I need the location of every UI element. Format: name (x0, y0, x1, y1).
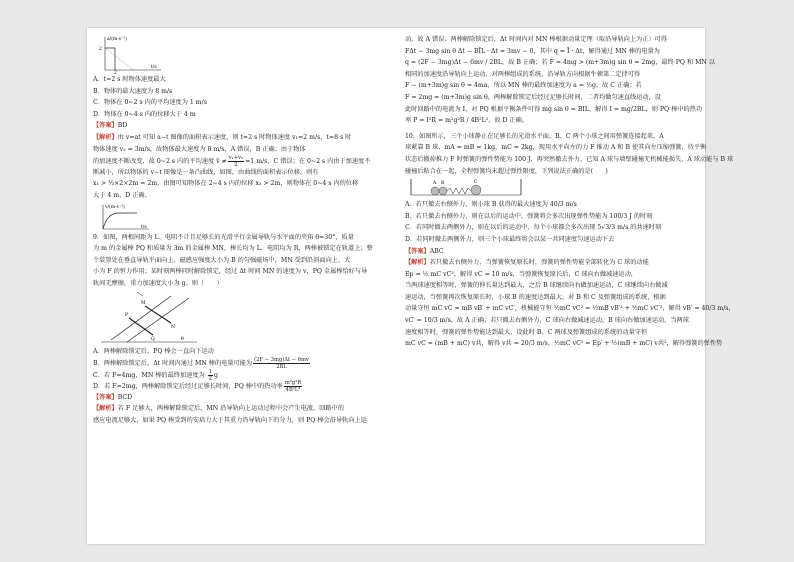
q10-analysis-line-5: 动量守恒 mC vC = mB vB′ + mC vC′，机械能守恒 ½mC vC² = ½mB vB′² + ½mC vC′²，解得 vB′ = 40/3 m/s， (405, 305, 735, 313)
q10-analysis-line-8: mC vC = (mB + mC) v共，解得 v共 = 20/3 m/s，½mC vC² = Ep′ + ½(mB + mC) v共²，解得弹簧的弹性势 (405, 340, 723, 348)
q8-analysis-line-1: 【解析】由 v=at 可知 a−t 图像的面积表示速度，则 t=2 s 时物体速度 v₁=2 m/s，t=8 s 时 (93, 133, 352, 141)
graph1-yaxis-label: a/(m·s⁻²) (107, 37, 127, 42)
q9-analysis-tag: 【解析】 (93, 405, 118, 413)
q9-option-b: B．两棒解除锁定后，Δt 时间内通过 MN 棒的电量可能为 $\frac{(2F - 3mg)\Delta t - 6mv}{2BL}$ (93, 357, 309, 371)
q9-option-d: D．若 F=2mg，两棒解除锁定后经过足够长时间，PQ 棒中的热功率 $\frac{\text{m²g²R}}{\text{4B²L²}}$ (93, 380, 302, 394)
q8-analysis-line-2: 物体速度 v₂ = 3m/s，故物体最大速度为 8 m/s，A 错误，B 正确；由于物体 (93, 145, 306, 153)
q10-analysis-line-1: 【解析】若只撤去右侧外力，当弹簧恢复原长时，弹簧的弹性势能全部转化为 C 球的动能 (405, 259, 649, 267)
q9-stem-line-3: 个装置处在垂直导轨平面向上、磁感应强度大小为 B 的匀强磁场中，MN 受到沿斜面向上、大 (93, 256, 351, 264)
q10-answer: ABC (429, 247, 444, 255)
q10-answer-tag: 【答案】 (405, 247, 430, 255)
q10-analysis-line-3: 当两球速度相等时，弹簧的伸长量达到最大，之后 B 球继续向右做加速运动，C 球继续向右做减 (405, 282, 668, 290)
q8-option-c: C．物体在 0~2 s 内的平均速度为 1 m/s (93, 99, 207, 107)
q9-answer-tag: 【答案】 (93, 393, 118, 401)
fig-label-c: C (474, 180, 478, 186)
q10-analysis-line-7: 速度相等时，弹簧的弹性势能达到最大，设此时 B、C 两球及弹簧组成的系统的动量守恒 (405, 328, 648, 336)
q9-answer-line (93, 392, 385, 404)
right-top-line-5: F − (m+3m)g sin θ = 4ma，所以 MN 棒的最终加速度为 a = ½g，故 C 正确；若 (405, 82, 642, 90)
velocity-time-graph (93, 202, 385, 232)
q8-answer-line (93, 120, 385, 132)
q8-option-b: B．物体的最大速度为 8 m/s (93, 87, 173, 95)
rails-diagram-svg (93, 290, 203, 346)
q8-analysis-line-6: 大于 4 m，D 正确。 (93, 191, 151, 199)
q8-analysis-line-5: x₁ > ½×2×2m = 2m，由图可知物体在 2~4 s 内的位移 x₂ > 2m，则物体在 0~4 s 内的位移 (93, 180, 359, 188)
q10-analysis-tag: 【解析】 (405, 259, 430, 267)
svg-text:P: P (125, 312, 129, 318)
q10-option-c: C．若同时撤去两侧外力，则在以后的运动中，每个小球都会多次出现 5√3/3 m/s 的共速时刻 (405, 224, 662, 232)
right-top-line-6: F = 2mg = (m+3m)g sin θ，两棒解除锁定后经过足够长时间，二者均做匀速直线运动，设 (405, 93, 661, 101)
svg-text:Q: Q (151, 336, 155, 342)
q9-stem-line-5: 轨间无摩擦，重力加速度大小为 g。则（ ） (93, 279, 223, 287)
q10-answer-line (405, 246, 697, 258)
q10-stem-line-2: 球紧靠 B 球，mA = mB = 1kg，mC = 2kg，现用水平向左的力 F 推动 A 和 B 使其向左压缩弹簧，待平衡 (405, 144, 707, 152)
a-t-graph-svg (93, 34, 163, 74)
svg-text:M: M (141, 300, 146, 306)
left-column (93, 34, 385, 427)
q8-analysis-line-3: 的加速度不断改变，故 0~2 s 内的平均速度 v̄ ≠ $\frac{\text{v₁+v₂}}{2}$ =1 m/s，C 错误；在 0~2 s 内由于加速度不 (93, 155, 371, 169)
balls-spring-diagram (405, 177, 697, 199)
q9-stem-line-1: 9．如图，两根间距为 L、电阻不计且足够长的光滑平行金属导轨与水平面的夹角 θ=30°，质量 (93, 233, 354, 241)
right-top-line-3: q = (2F − 3mg)Δt − 6mv / 2BL，故 B 正确；若 F = 4mg > (m+3m)g sin θ = 2mg，最终 PQ 和 MN 以 (405, 59, 715, 67)
graph1-tick-y: 2 (99, 47, 102, 52)
right-top-line-7: 此时回路中的电流为 I，对 PQ 根据平衡条件可得 mg sin θ = BIL，解得 I = mg/2BL，则 PQ 棒中的热功 (405, 105, 703, 113)
q8-analysis-line-4: 断减小，所以物体的 v−t 图像是一条凸曲线，如图，由曲线的面积表示位移，则有 (93, 168, 319, 176)
rails-diagram (93, 290, 385, 346)
q10-stem-line-4: 碰撞后粘合在一起，全程弹簧均未超过弹性限度，下列说法正确的是( ) (405, 167, 608, 175)
graph1-tick-x: 2 (114, 71, 117, 76)
q8-answer: BD (117, 122, 128, 130)
q10-analysis-line-4: 速运动，当弹簧再次恢复原长时，小球 B 的速度达到最大，对 B 和 C 及弹簧组成的系统，根据 (405, 293, 666, 301)
document-page (87, 28, 735, 544)
q9-option-c-fraction: $\frac{1}{2}$ (208, 368, 213, 382)
right-top-line-1: 动，故 A 错误；两棒解除锁定后，Δt 时间内对 MN 棒根据动量定理（取沿导轨向上为正）可得 (405, 36, 667, 43)
acceleration-time-graph (93, 34, 385, 74)
graph2-yaxis-label: v/(m·s⁻¹) (105, 204, 125, 210)
avg-velocity-fraction: $\frac{\text{v₁+v₂}}{2}$ (228, 155, 244, 169)
right-column (405, 34, 735, 350)
q9-answer: BCD (117, 393, 133, 401)
right-top-line-4: 相同的加速度沿导轨向上运动，对两棒组成的系统，沿导轨方向根据牛顿第二定律可得 (405, 70, 641, 78)
q10-option-a: A．若只撤去右侧外力，则小球 B 获得的最大速度为 40/3 m/s (405, 201, 577, 209)
q10-option-d: D．若同时撤去两侧外力，则三个小球最终将会以某一共同速度匀速运动下去 (405, 235, 615, 243)
q9-option-a: A．两棒解除锁定后，PQ 棒会一直向下运动 (93, 347, 214, 355)
q10-option-b: B．若只撤去右侧外力，则在以后的运动中，弹簧将会多次出现弹性势能为 100/3 J 的时刻 (405, 212, 653, 220)
q10-stem-line-1: 10．如图所示，三个小球静止在足够长的光滑水平面，B、C 两个小球之间用弹簧连接起来，A (405, 132, 664, 140)
q10-stem-line-3: 状态后撤掉推力 F 时弹簧的弹性势能为 100 J，再突然撤去外力，已知 A 球与墙壁碰撞无机械能损失，A 球动能与 B 球 (405, 155, 734, 163)
q9-option-c: C．若 F=4mg，MN 棒的最终加速度为 $\frac{1}{2}$ g (93, 368, 218, 382)
q8-option-a: A．t=2 s 时物体速度最大 (93, 76, 166, 83)
q8-answer-tag: 【答案】 (93, 122, 118, 130)
q9-stem-line-2: 为 m 的金属棒 PQ 和质量为 3m 的金属棒 MN，棒长均为 L，电阻均为 R，两棒被锁定在轨道上；整 (93, 245, 373, 253)
svg-text:N: N (171, 324, 175, 330)
v-t-graph-svg (93, 202, 153, 232)
q9-option-b-fraction: $\frac{(2F - 3mg)\Delta t - 6mv}{2BL}$ (254, 357, 309, 371)
fig-label-b: B (441, 181, 445, 187)
graph1-xaxis-label: t/s (151, 65, 157, 70)
q9-analysis-line-2: 感应电流足够大，如果 PQ 棒受到的安培力大于其重力沿导轨向下的分力，则 PQ 棒会沿导轨向上运 (93, 417, 367, 425)
q8-option-d: D．物体在 0~4 s 内的位移大于 4 m (93, 110, 196, 118)
q9-option-d-fraction: $\frac{\text{m²g²R}}{\text{4B²L²}}$ (284, 380, 302, 394)
right-top-line-8: 率 P = I²R = m²g²R / 4B²L²，故 D 正确。 (405, 117, 528, 125)
q10-analysis-line-2: Ep = ½ mC vC²，解得 vC = 10 m/s，当弹簧恢复原长后，C 球向右做减速运动， (405, 270, 637, 278)
q8-analysis-tag: 【解析】 (93, 133, 118, 141)
svg-text:θ: θ (181, 336, 184, 342)
q10-analysis-line-6: vC′ = 10/3 m/s，故 A 正确；若只撤去右侧外力，C 球向右做减速运动，B 球向右做加速运动，当两球 (405, 317, 689, 325)
right-top-line-2: FΔt − 3mg sin θ Δt − BĪL · Δt = 3mv − 0，其中 q = Ī · Δt，解得通过 MN 棒的电量为 (405, 47, 660, 55)
balls-spring-svg (405, 177, 525, 199)
q9-analysis-line-1: 【解析】若 F 足够大，两棒解除锁定后，MN 沿导轨向上运动过程中会产生电流，回路中的 (93, 405, 344, 413)
graph2-xaxis-label: t/s (141, 224, 147, 230)
fig-label-a: A (433, 181, 437, 187)
q9-stem-line-4: 小为 F 的恒力作用；某时刻两棒同时解除锁定，经过 Δt 时间 MN 的速度为 v，PQ 金属棒恰好与导 (93, 268, 368, 276)
